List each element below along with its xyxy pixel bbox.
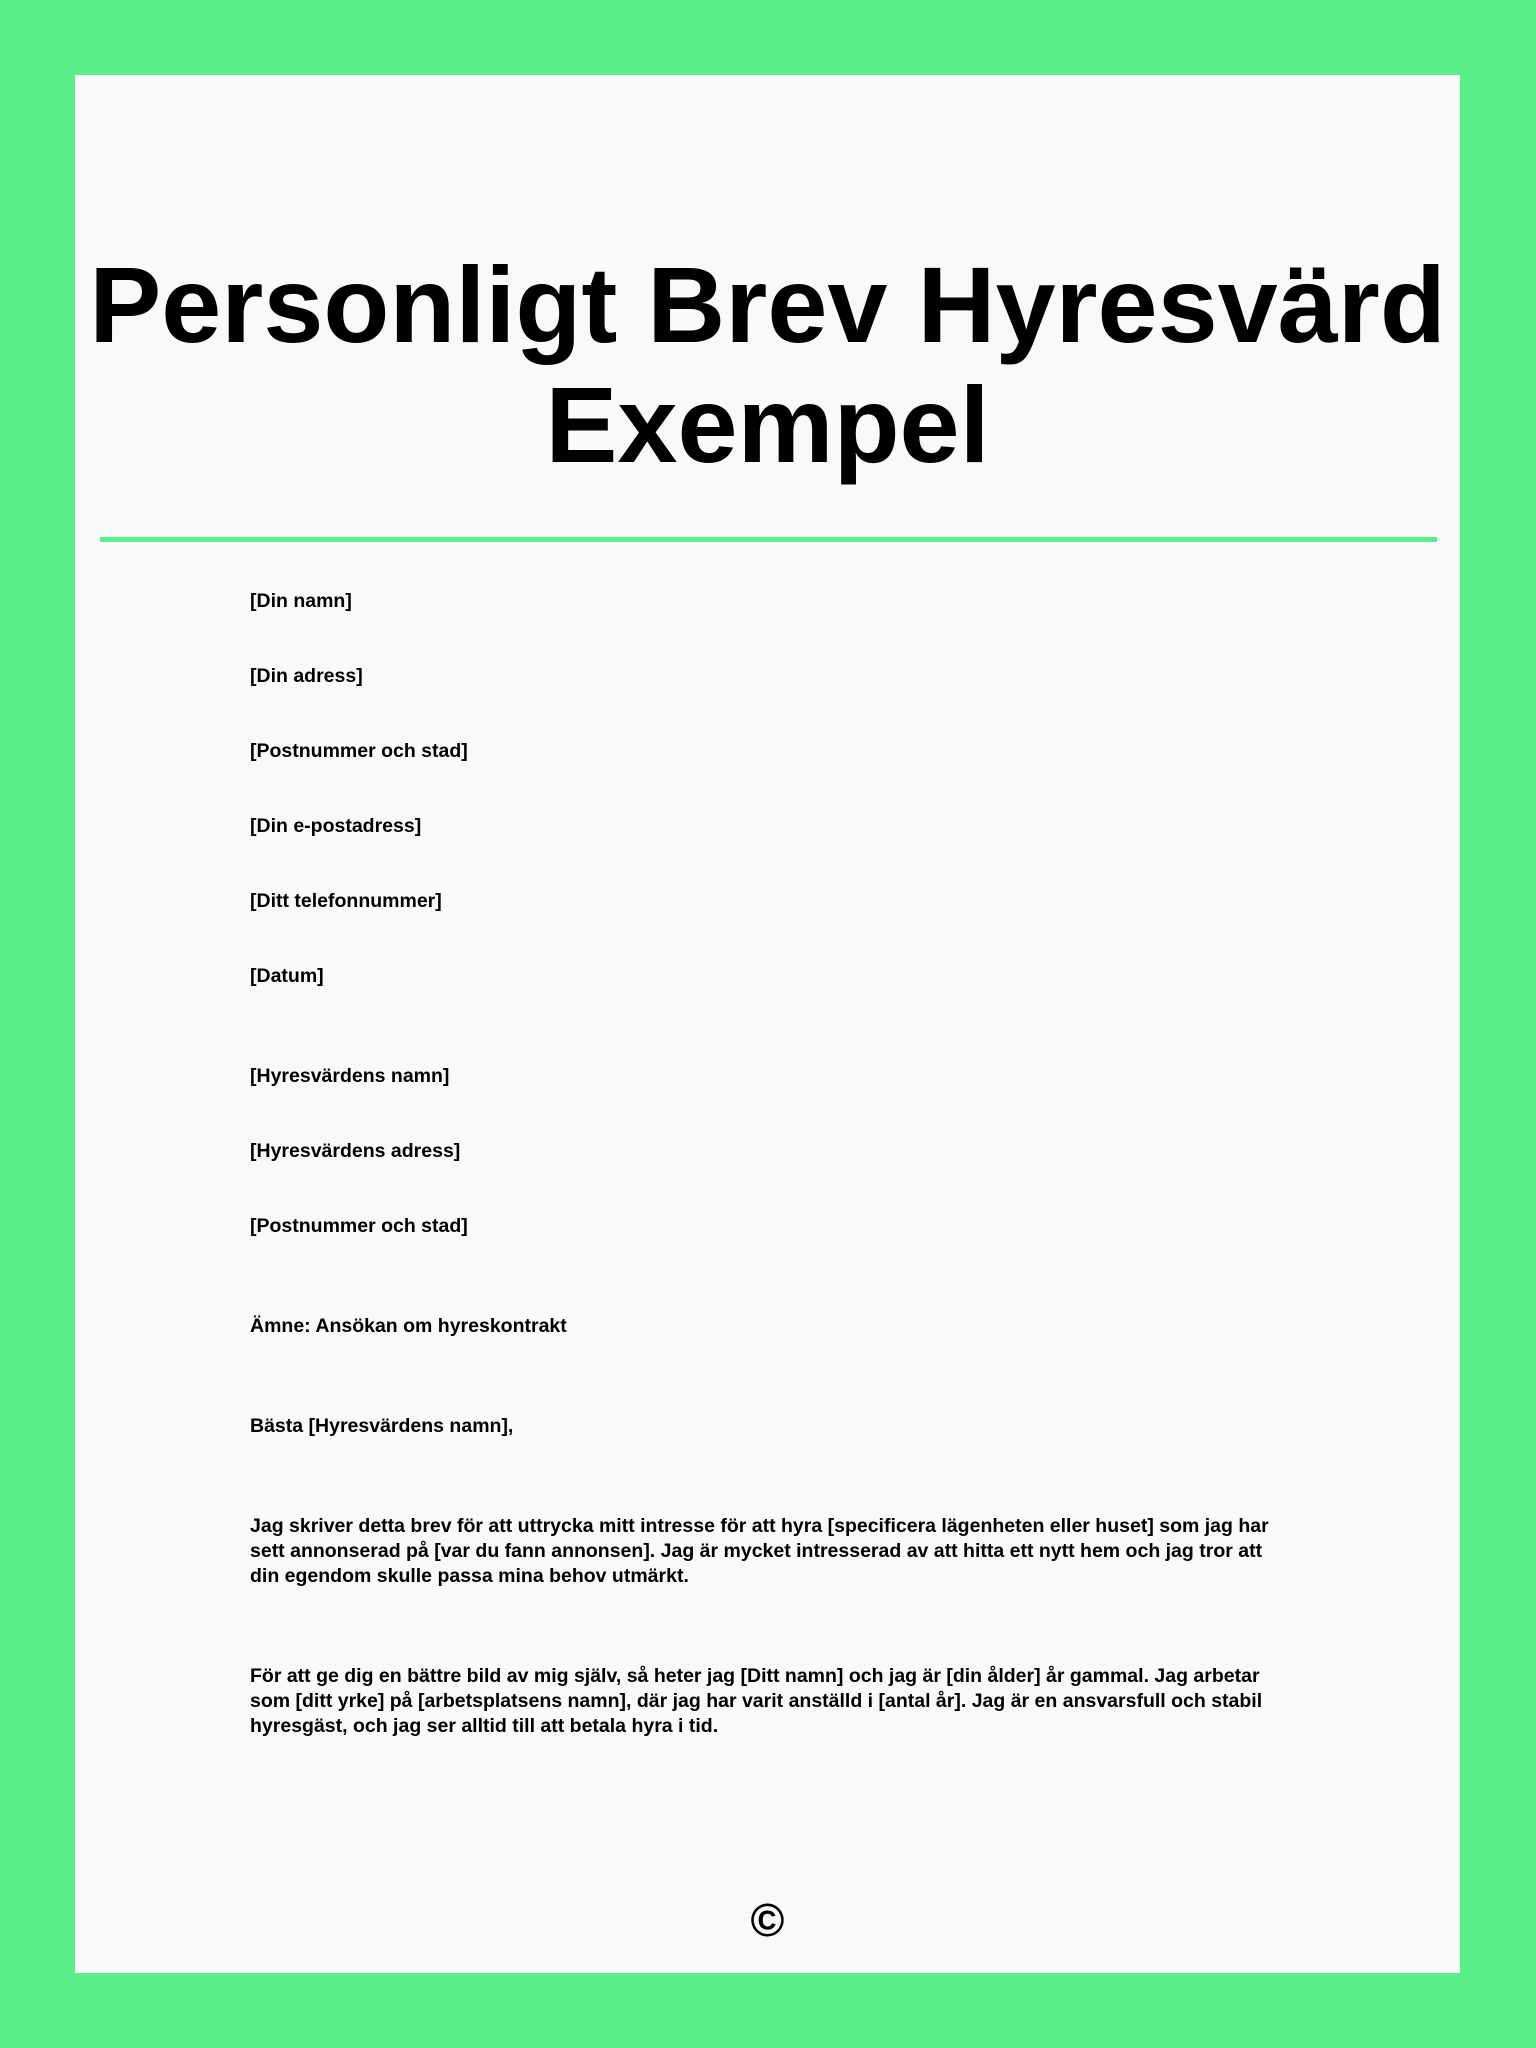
letter-subject: Ämne: Ansökan om hyreskontrakt [250, 1315, 567, 1337]
sender-address: [Din adress] [250, 665, 363, 687]
body-paragraph: Jag skriver detta brev för att uttrycka mitt intresse för att hyra [specificera lägenheten eller huset] som jag har sett annonserad på [var du fann annonsen]. Jag är mycket intresserad av att hitta ett nytt hem och jag tror att din egendom skulle passa mina behov utmärkt. [250, 1515, 1269, 1587]
sender-name: [Din namn] [250, 590, 352, 612]
page-title: Personligt Brev Hyresvärd Exempel [89, 244, 1446, 485]
sender-postal-city: [Postnummer och stad] [250, 740, 468, 762]
sender-phone: [Ditt telefonnummer] [250, 890, 442, 912]
copyright-icon: © [750, 1894, 785, 1946]
letter-page [75, 75, 1460, 1973]
recipient-postal-city: [Postnummer och stad] [250, 1215, 468, 1237]
recipient-name: [Hyresvärdens namn] [250, 1065, 450, 1087]
title-divider [100, 537, 1437, 542]
letter-greeting: Bästa [Hyresvärdens namn], [250, 1415, 514, 1437]
body-paragraph: För att ge dig en bättre bild av mig själv, så heter jag [Ditt namn] och jag är [din ålder] år gammal. Jag arbetar som [ditt yrke] på [arbetsplatsens namn], där jag har varit anställd i [antal år]. Jag är en ansvarsfull och stabil hyresgäst, och jag ser alltid till att betala hyra i tid. [250, 1665, 1263, 1737]
recipient-address: [Hyresvärdens adress] [250, 1140, 461, 1162]
letter-date: [Datum] [250, 965, 324, 987]
sender-email: [Din e-postadress] [250, 815, 422, 837]
